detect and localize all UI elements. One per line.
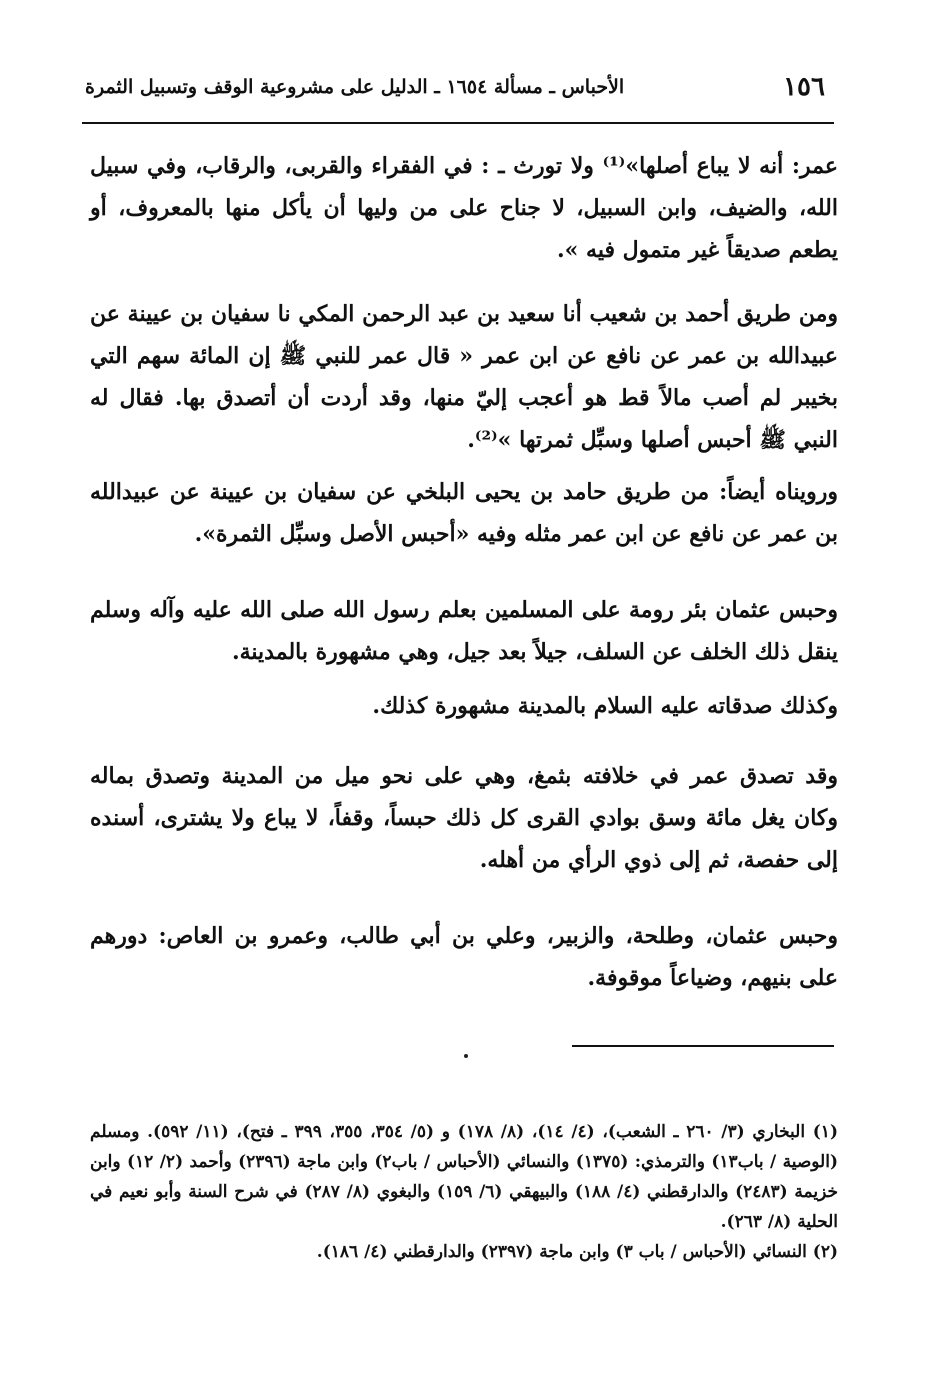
paragraph-2: ومن طريق أحمد بن شعيب أنا سعيد بن عبد الرحمن المكي نا سفيان بن عيينة عن عبيدالله بن عمر عن نافع عن ابن عمر « قال عمر للنبي ﷺ إن المائة سهم التي بخيبر لم أصب مالاً قط هو أعجب إليّ منها، وقد أردت أن أتصدق بها. فقال له النبي ﷺ أحبس أصلها وسبِّل ثمرتها »⁽²⁾.	[90, 301, 838, 453]
page-number: ١٥٦	[783, 72, 825, 102]
paragraph-5: وكذلك صدقاته عليه السلام بالمدينة مشهورة كذلك.	[372, 693, 838, 719]
page-header	[85, 70, 835, 114]
main-text	[90, 145, 838, 999]
paragraph-6: وقد تصدق عمر في خلافته بثمغ، وهي على نحو ميل من المدينة وتصدق بماله وكان يغل مائة وسق بوادي القرى كل ذلك حبساً، وقفاً، لا يباع ولا يشترى، أسنده إلى حفصة، ثم إلى ذوي الرأي من أهله.	[90, 763, 838, 873]
paragraph-3: ورويناه أيضاً: من طريق حامد بن يحيى البلخي عن سفيان بن عيينة عن عبيدالله بن عمر عن نافع عن ابن عمر مثله وفيه «أحبس الأصل وسبِّل الثمرة».	[90, 479, 838, 547]
header-rule	[82, 122, 834, 124]
footnotes	[90, 1117, 838, 1267]
running-head: الأحباس ـ مسألة ١٦٥٤ ـ الدليل على مشروعية الوقف وتسبيل الثمرة	[85, 76, 625, 98]
footnote-1: (١) البخاري (٣/ ٢٦٠ ـ الشعب)، (٤/ ١٤)، (٨/ ١٧٨) و (٥/ ٣٥٤، ٣٥٥، ٣٩٩ ـ فتح)، (١١/ ٥٩٢). ومسلم (الوصية / باب١٣) والترمذي: (١٣٧٥) والنسائي (الأحباس / باب٢) وابن ماجة (٢٣٩٦) وأحمد (٢/ ١٢) وابن خزيمة (٢٤٨٣) والدارقطني (٤/ ١٨٨) والبيهقي (٦/ ١٥٩) والبغوي (٨/ ٢٨٧) في شرح السنة وأبو نعيم في الحلية (٨/ ٢٦٣).	[90, 1122, 838, 1232]
scan-speck	[464, 1054, 468, 1058]
footnote-2: (٢) النسائي (الأحباس / باب ٣) وابن ماجة (٢٣٩٧) والدارقطني (٤/ ١٨٦).	[316, 1242, 838, 1262]
paragraph-1: عمر: أنه لا يباع أصلها»⁽¹⁾ ولا تورث ـ : في الفقراء والقربى، والرقاب، وفي سبيل الله، والضيف، وابن السبيل، لا جناح على من وليها أن يأكل منها بالمعروف، أو يطعم صديقاً غير متمول فيه ».	[90, 153, 838, 263]
footnote-separator	[572, 1045, 834, 1047]
paragraph-7: وحبس عثمان، وطلحة، والزبير، وعلي بن أبي طالب، وعمرو بن العاص: دورهم على بنيهم، وضياعاً موقوفة.	[90, 923, 838, 991]
paragraph-4: وحبس عثمان بئر رومة على المسلمين بعلم رسول الله صلى الله عليه وآله وسلم ينقل ذلك الخلف عن السلف، جيلاً بعد جيل، وهي مشهورة بالمدينة.	[90, 597, 838, 665]
